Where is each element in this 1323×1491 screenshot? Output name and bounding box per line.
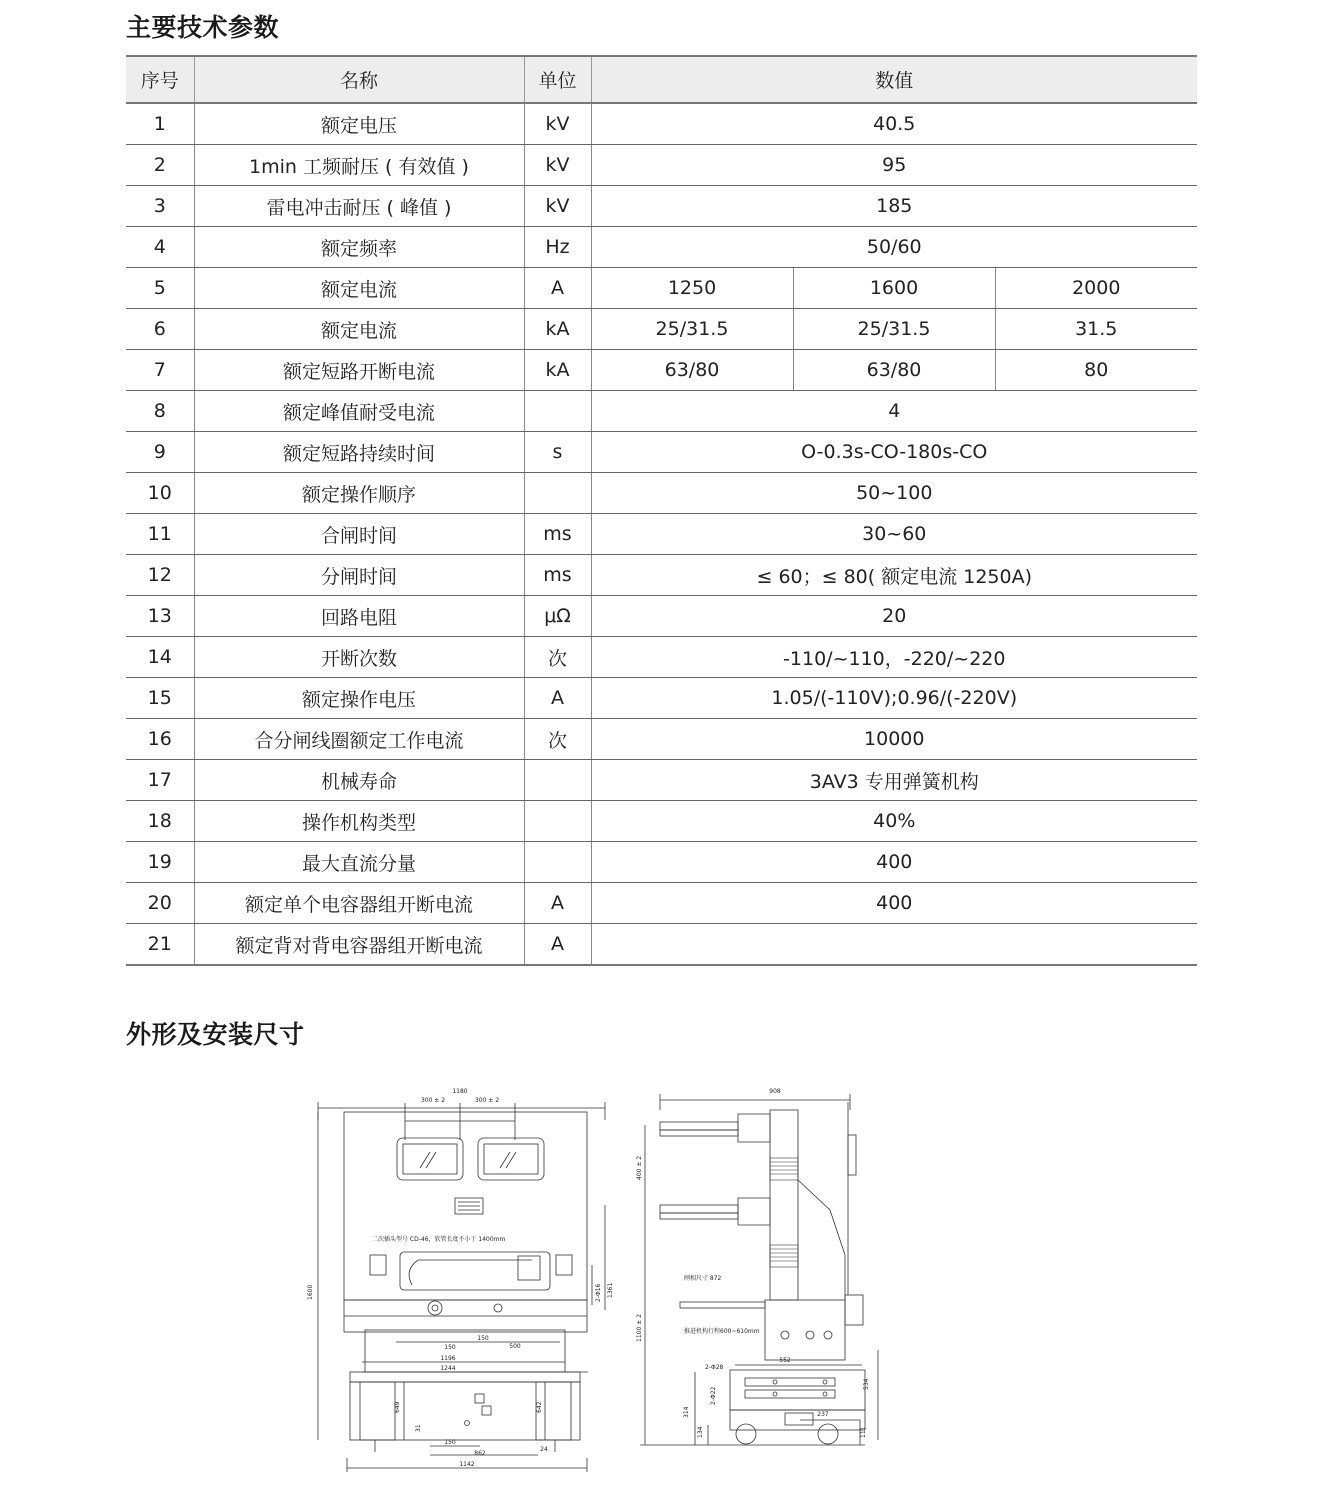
cell-value: ≤ 60；≤ 80( 额定电流 1250A) — [591, 555, 1197, 596]
cell-name: 额定操作顺序 — [194, 473, 524, 514]
table-row — [126, 883, 1197, 924]
table-row — [126, 801, 1197, 842]
spec-table — [126, 55, 1197, 966]
dim-2-phi28: 2-Φ28 — [705, 1364, 724, 1371]
cell-value: 25/31.5 — [793, 309, 995, 350]
cell-name: 分闸时间 — [194, 555, 524, 596]
section-title-dimensions: 外形及安装尺寸 — [126, 1020, 305, 1049]
header-name: 名称 — [194, 56, 524, 103]
cell-unit: ms — [524, 514, 591, 555]
dim-862: 862 — [474, 1450, 486, 1457]
cell-name: 操作机构类型 — [194, 801, 524, 842]
cell-value: 3AV3 专用弹簧机构 — [591, 760, 1197, 801]
cell-no: 6 — [126, 309, 194, 350]
cell-value: 4 — [591, 391, 1197, 432]
cell-value: O-0.3s-CO-180s-CO — [591, 432, 1197, 473]
cell-unit: μΩ — [524, 596, 591, 637]
cell-name: 开断次数 — [194, 637, 524, 678]
cell-value: 25/31.5 — [591, 309, 793, 350]
dim-534: 534 — [863, 1378, 870, 1390]
table-row — [126, 103, 1197, 145]
cell-no: 5 — [126, 268, 194, 309]
dim-150-b: 150 — [477, 1335, 489, 1342]
cell-no: 8 — [126, 391, 194, 432]
secondary-plug-note: 二次插头型号 CD-46，软管长度不小于 1400mm — [372, 1236, 506, 1243]
cell-name: 额定电压 — [194, 103, 524, 145]
cell-name: 额定短路开断电流 — [194, 350, 524, 391]
cell-value: 63/80 — [591, 350, 793, 391]
cell-name: 额定短路持续时间 — [194, 432, 524, 473]
dim-400: 400 ± 2 — [636, 1155, 643, 1180]
dim-1244: 1244 — [440, 1365, 456, 1372]
dim-552: 552 — [779, 1357, 791, 1364]
cell-unit: Hz — [524, 227, 591, 268]
cell-value: 30~60 — [591, 514, 1197, 555]
table-row — [126, 555, 1197, 596]
cell-unit: kA — [524, 350, 591, 391]
cell-unit: kV — [524, 145, 591, 186]
dim-2-phi22: 2-Φ22 — [710, 1386, 717, 1405]
table-row — [126, 842, 1197, 883]
table-row — [126, 350, 1197, 391]
table-body — [126, 103, 1197, 965]
cell-name: 机械寿命 — [194, 760, 524, 801]
cell-no: 2 — [126, 145, 194, 186]
cell-value: 2000 — [995, 268, 1197, 309]
cell-name: 额定频率 — [194, 227, 524, 268]
cell-value: 50/60 — [591, 227, 1197, 268]
cell-value: 1250 — [591, 268, 793, 309]
table-row — [126, 719, 1197, 760]
dim-237: 237 — [817, 1411, 829, 1418]
cell-value: 1.05/(-110V);0.96/(-220V) — [591, 678, 1197, 719]
cell-no: 4 — [126, 227, 194, 268]
cell-unit: kA — [524, 309, 591, 350]
dim-1180: 1180 — [452, 1088, 468, 1095]
dim-908: 908 — [769, 1088, 781, 1095]
header-unit: 单位 — [524, 56, 591, 103]
dim-1100: 1100 ± 2 — [636, 1314, 643, 1342]
table-row — [126, 596, 1197, 637]
cell-no: 17 — [126, 760, 194, 801]
cell-value: 1600 — [793, 268, 995, 309]
cell-value — [591, 924, 1197, 966]
cell-unit — [524, 801, 591, 842]
front-view-drawing — [318, 1102, 605, 1472]
cell-name: 额定峰值耐受电流 — [194, 391, 524, 432]
table-row — [126, 186, 1197, 227]
dim-24: 24 — [540, 1446, 548, 1453]
cell-unit: 次 — [524, 719, 591, 760]
cell-unit: A — [524, 883, 591, 924]
cell-no: 10 — [126, 473, 194, 514]
cell-name: 额定操作电压 — [194, 678, 524, 719]
table-row — [126, 678, 1197, 719]
cell-no: 14 — [126, 637, 194, 678]
table-row — [126, 760, 1197, 801]
cell-unit: kV — [524, 103, 591, 145]
dim-travel: 推进机构行程600~610mm — [684, 1328, 760, 1335]
cell-no: 16 — [126, 719, 194, 760]
cell-name: 雷电冲击耐压 ( 峰值 ) — [194, 186, 524, 227]
cell-value: 63/80 — [793, 350, 995, 391]
dim-1600: 1600 — [307, 1284, 314, 1300]
cell-name: 回路电阻 — [194, 596, 524, 637]
table-row — [126, 227, 1197, 268]
cell-name: 额定背对背电容器组开断电流 — [194, 924, 524, 966]
dim-314: 314 — [683, 1406, 690, 1418]
table-row — [126, 391, 1197, 432]
cell-unit: A — [524, 924, 591, 966]
cell-unit — [524, 391, 591, 432]
cell-unit: ms — [524, 555, 591, 596]
side-view-drawing — [640, 1094, 878, 1445]
cell-unit: A — [524, 268, 591, 309]
table-row — [126, 473, 1197, 514]
dim-134: 134 — [697, 1426, 704, 1438]
cell-name: 额定单个电容器组开断电流 — [194, 883, 524, 924]
cell-no: 20 — [126, 883, 194, 924]
cell-no: 15 — [126, 678, 194, 719]
dim-300-right: 300 ± 2 — [474, 1097, 500, 1104]
dim-150-a: 150 — [444, 1344, 456, 1351]
cell-value: 50~100 — [591, 473, 1197, 514]
cell-unit: s — [524, 432, 591, 473]
table-row — [126, 924, 1197, 966]
cell-value: 400 — [591, 883, 1197, 924]
dim-1361: 1361 — [607, 1282, 614, 1298]
cell-name: 合闸时间 — [194, 514, 524, 555]
cell-name: 额定电流 — [194, 268, 524, 309]
section-title-params: 主要技术参数 — [126, 13, 280, 42]
table-row — [126, 309, 1197, 350]
dim-111: 111 — [860, 1426, 867, 1438]
cell-unit: 次 — [524, 637, 591, 678]
dim-1142: 1142 — [459, 1461, 475, 1468]
dim-150-c: 150 — [444, 1439, 456, 1446]
cell-value: 31.5 — [995, 309, 1197, 350]
table-row — [126, 432, 1197, 473]
cell-name: 最大直流分量 — [194, 842, 524, 883]
cell-no: 12 — [126, 555, 194, 596]
dim-872: 闸相尺寸 872 — [684, 1275, 722, 1282]
dimension-drawing — [300, 1080, 900, 1480]
cell-no: 9 — [126, 432, 194, 473]
cell-value: 40% — [591, 801, 1197, 842]
cell-value: -110/~110，-220/~220 — [591, 637, 1197, 678]
cell-name: 1min 工频耐压 ( 有效值 ) — [194, 145, 524, 186]
cell-no: 1 — [126, 103, 194, 145]
header-value: 数值 — [591, 56, 1197, 103]
cell-value: 95 — [591, 145, 1197, 186]
dim-31: 31 — [415, 1424, 422, 1432]
dim-500: 500 — [509, 1343, 521, 1350]
cell-no: 11 — [126, 514, 194, 555]
cell-unit: A — [524, 678, 591, 719]
table-row — [126, 268, 1197, 309]
cell-no: 21 — [126, 924, 194, 966]
cell-unit — [524, 473, 591, 514]
cell-value: 185 — [591, 186, 1197, 227]
dim-649: 649 — [394, 1401, 401, 1413]
dim-2-phi16: 2-Φ16 — [595, 1283, 602, 1302]
cell-no: 3 — [126, 186, 194, 227]
header-no: 序号 — [126, 56, 194, 103]
table-row — [126, 637, 1197, 678]
cell-no: 19 — [126, 842, 194, 883]
cell-unit — [524, 842, 591, 883]
table-header-row — [126, 56, 1197, 103]
cell-name: 合分闸线圈额定工作电流 — [194, 719, 524, 760]
cell-value: 400 — [591, 842, 1197, 883]
cell-no: 18 — [126, 801, 194, 842]
cell-value: 10000 — [591, 719, 1197, 760]
cell-no: 7 — [126, 350, 194, 391]
cell-name: 额定电流 — [194, 309, 524, 350]
table-row — [126, 145, 1197, 186]
dim-300-left: 300 ± 2 — [420, 1097, 446, 1104]
cell-no: 13 — [126, 596, 194, 637]
table-row — [126, 514, 1197, 555]
dim-642: 642 — [536, 1401, 543, 1413]
cell-value: 80 — [995, 350, 1197, 391]
cell-value: 40.5 — [591, 103, 1197, 145]
cell-unit: kV — [524, 186, 591, 227]
cell-unit — [524, 760, 591, 801]
dim-1196: 1196 — [440, 1355, 456, 1362]
cell-value: 20 — [591, 596, 1197, 637]
